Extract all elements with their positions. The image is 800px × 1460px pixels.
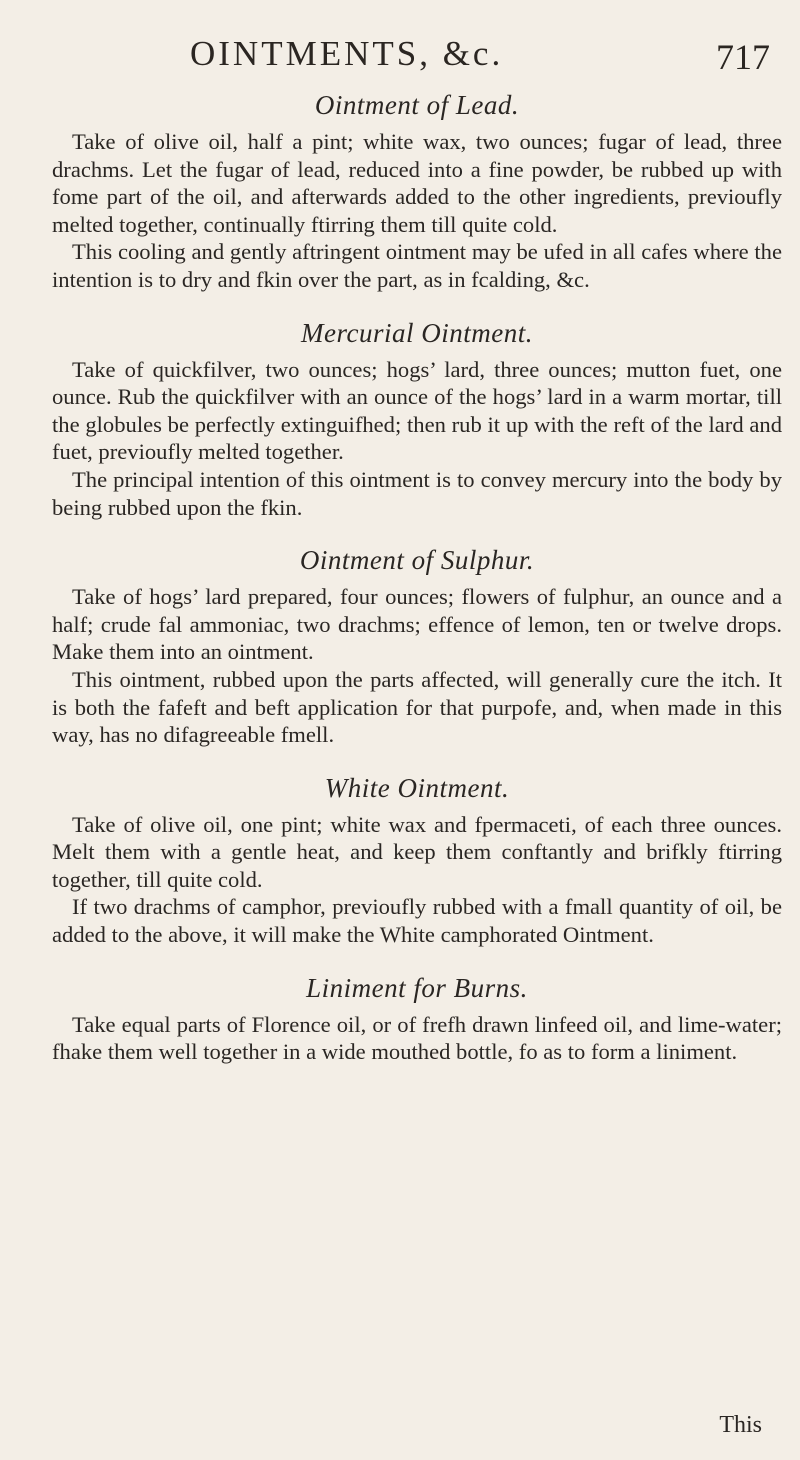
paragraph: Take of olive oil, one pint; white wax and fpermaceti, of each three ounces. Melt them with a gentle heat, and keep them conftantly and brifkly ftirring together, till quite cold.: [52, 811, 782, 892]
section-white-ointment: [52, 771, 782, 949]
section-heading: Liniment for Burns.: [306, 972, 528, 1003]
paragraph: Take of quickfilver, two ounces; hogs’ lard, three ounces; mutton fuet, one ounce. Rub the quickfilver with an ounce of the hogs’ lard in a warm mortar, till the globules be perfectly extinguifhed; then rub it up with the reft of the lard and fuet, previoufly melted together.: [52, 356, 782, 465]
section-heading: White Ointment.: [324, 772, 510, 803]
paragraph: Take of olive oil, half a pint; white wax, two ounces; fugar of lead, three drachms. Let the fugar of lead, reduced into a fine powder, be rubbed up with fome part of the oil, and afterwards added to the other ingredients, previoufly melted together, continually ftirring them till quite cold.: [52, 129, 782, 237]
section-liniment-for-burns: [52, 971, 782, 1066]
section-ointment-of-lead: [52, 88, 782, 294]
paragraph: Take of hogs’ lard prepared, four ounces; flowers of fulphur, an ounce and a half; crude fal ammoniac, two drachms; effence of lemon, ten or twelve drops. Make them into an ointment.: [52, 584, 782, 665]
section-heading: Ointment of Sulphur.: [299, 545, 535, 576]
catchword: This: [719, 1412, 762, 1438]
paragraph: The principal intention of this ointment is to convey mercury into the body by being rubbed upon the fkin.: [52, 466, 782, 520]
paragraph: If two drachms of camphor, previoufly rubbed with a fmall quantity of oil, be added to the above, it will make the White camphorated Ointment.: [52, 894, 782, 948]
page-number: 717: [716, 37, 770, 77]
section-heading: Ointment of Lead.: [314, 90, 520, 120]
paragraph: Take equal parts of Florence oil, or of frefh drawn linfeed oil, and lime-water; fhake them well together in a wide mouthed bottle, fo as to form a liniment.: [52, 1011, 782, 1065]
section-ointment-of-sulphur: [52, 543, 782, 749]
running-head: OINTMENTS, &c.: [190, 34, 504, 73]
body-text: [52, 88, 782, 1088]
paragraph: This cooling and gently aftringent ointment may be ufed in all cafes where the intention is to dry and fkin over the part, as in fcalding, &c.: [52, 239, 782, 292]
page-header: [130, 34, 770, 84]
section-heading: Mercurial Ointment.: [301, 317, 533, 348]
section-mercurial-ointment: [52, 316, 782, 522]
paragraph: This ointment, rubbed upon the parts affected, will generally cure the itch. It is both the fafeft and beft application for that purpofe, and, when made in this way, has no difagreeable fmell.: [52, 666, 782, 748]
